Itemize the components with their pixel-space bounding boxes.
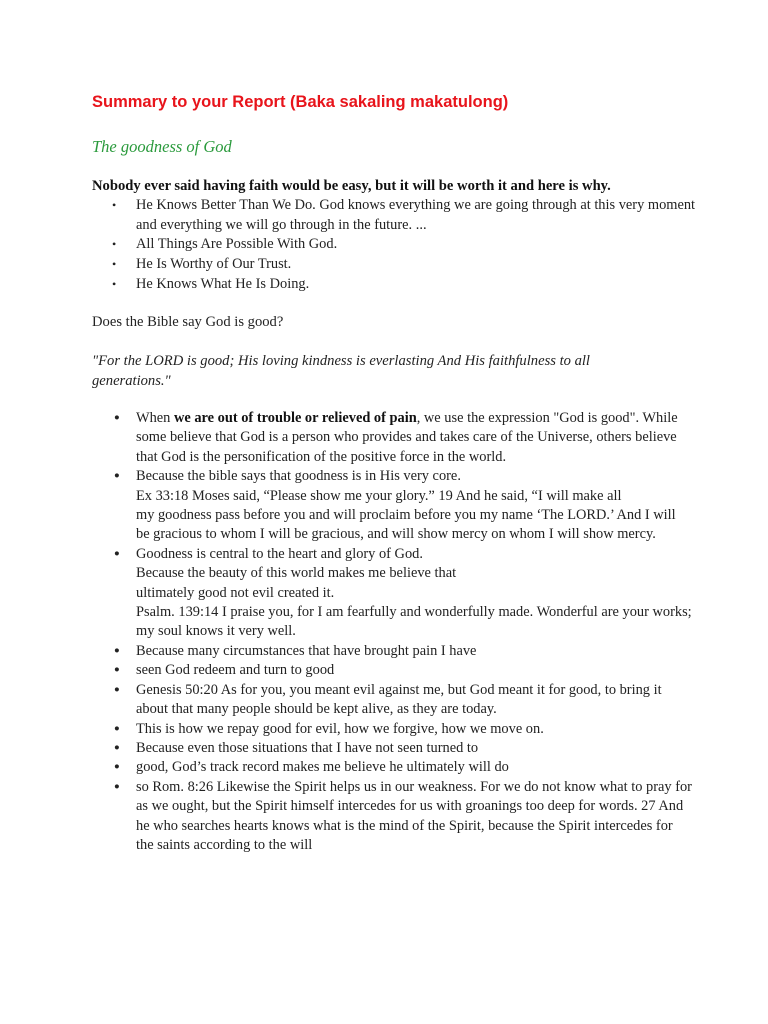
point-text: Because the beauty of this world makes me believe that (136, 565, 457, 582)
list-item: ● Because even those situations that I have not seen turned to (112, 739, 692, 758)
lead-sentence: Nobody ever said having faith would be easy, but it will be worth it and here is why. (92, 178, 611, 194)
section-subtitle: The goodness of God (92, 137, 232, 156)
question-paragraph: Does the Bible say God is good? (92, 314, 284, 330)
list-item: • All Things Are Possible With God. (112, 235, 712, 255)
list-item (112, 545, 692, 642)
list-item: ● Genesis 50:20 As for you, you meant evil against me, but God meant it for good, to bring it about that many people should be kept alive, as they are today. (112, 681, 692, 720)
point-text: ● Because the bible says that goodness is in His very core. (136, 468, 461, 485)
point-text: my goodness pass before you and will proclaim before you my name ‘The LORD.’ And I will be gracious to whom I will be gracious, and will show mercy on whom I will show mercy. (136, 507, 676, 543)
point-bold-text: we are out of trouble or relieved of pain (173, 410, 417, 426)
points-list (112, 409, 692, 855)
point-text: When (136, 410, 174, 426)
list-item: • He Is Worthy of Our Trust. (112, 255, 712, 275)
point-text: ultimately good not evil created it. (136, 584, 335, 601)
point-text: ● Goodness is central to the heart and glory of God. (136, 545, 423, 562)
point-text: Ex 33:18 Moses said, “Please show me your glory.” 19 And he said, “I will make all (136, 487, 622, 504)
list-item: ● good, God’s track record makes me believe he ultimately will do (112, 758, 692, 777)
list-item: ● Because many circumstances that have brought pain I have (112, 642, 692, 661)
point-text: , we use the expression "God is good". While some believe that God is a person who provides and takes care of the Universe, others believe that God is the personification of the positive force in the world. (136, 410, 678, 465)
list-item: ● seen God redeem and turn to good (112, 661, 692, 680)
list-item: ● so Rom. 8:26 Likewise the Spirit helps us in our weakness. For we do not know what to pray for as we ought, but the Spirit himself intercedes for us with groanings too deep for words. 27 And he who searches hearts knows what is the mind of the Spirit, because the Spirit intercedes for the saints according to the will (112, 778, 692, 856)
scripture-quote: "For the LORD is good; His loving kindness is everlasting And His faithfulness to all generations." (92, 353, 590, 389)
list-item (112, 467, 692, 545)
list-item: ● This is how we repay good for evil, how we forgive, how we move on. (112, 720, 692, 739)
report-title: Summary to your Report (Baka sakaling makatulong) (92, 93, 509, 111)
list-item: • He Knows What He Is Doing. (112, 275, 712, 295)
list-item: • He Knows Better Than We Do. God knows everything we are going through at this very moment and everything we will go through in the future. ... (112, 196, 712, 235)
point-text: Psalm. 139:14 I praise you, for I am fearfully and wonderfully made. Wonderful are your works; my soul knows it very well. (136, 604, 692, 640)
list-item (112, 409, 692, 467)
reasons-list (112, 196, 712, 295)
